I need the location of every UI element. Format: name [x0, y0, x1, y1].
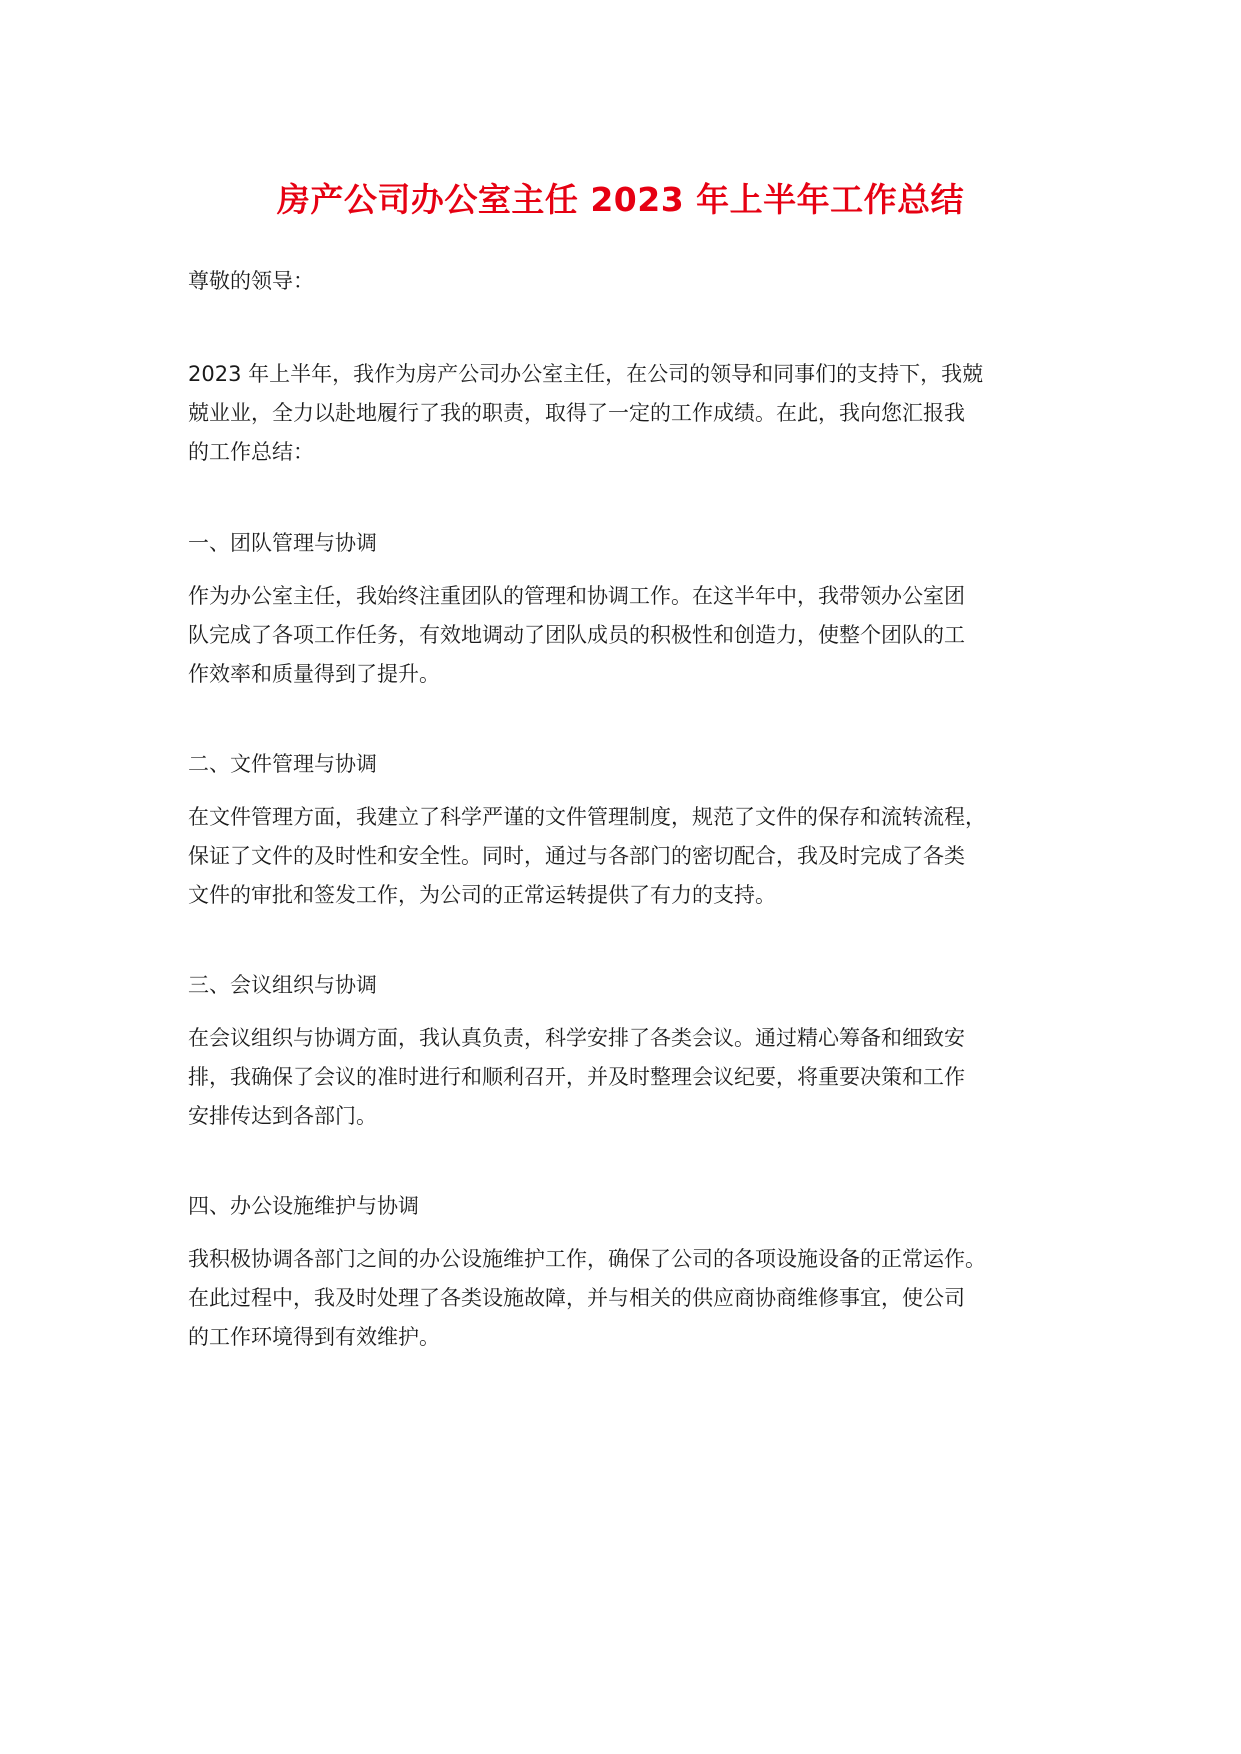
section-heading-text: 三、会议组织与协调 [188, 973, 377, 997]
paragraph-line: 在此过程中，我及时处理了各类设施故障，并与相关的供应商协商维修事宜，使公司 [188, 1286, 965, 1310]
paragraph-line: 作为办公室主任，我始终注重团队的管理和协调工作。在这半年中，我带领办公室团 [188, 584, 965, 608]
section-heading-text: 四、办公设施维护与协调 [188, 1194, 419, 1218]
salutation-text: 尊敬的领导： [188, 269, 314, 293]
paragraph-line: 安排传达到各部门。 [188, 1104, 377, 1128]
paragraph-line: 保证了文件的及时性和安全性。同时，通过与各部门的密切配合，我及时完成了各类 [188, 844, 965, 868]
paragraph-line: 兢业业，全力以赴地履行了我的职责，取得了一定的工作成绩。在此，我向您汇报我 [188, 401, 965, 425]
paragraph-line: 的工作总结： [188, 440, 314, 464]
paragraph-line: 排，我确保了会议的准时进行和顺利召开，并及时整理会议纪要，将重要决策和工作 [188, 1065, 965, 1089]
section-paragraph [188, 798, 1078, 915]
section-heading [188, 1187, 1078, 1226]
section-paragraph [188, 577, 1078, 694]
section-paragraph [188, 1240, 1078, 1357]
paragraph-line: 的工作环境得到有效维护。 [188, 1325, 440, 1349]
salutation [188, 262, 1078, 301]
section-paragraph [188, 1019, 1078, 1136]
section-heading [188, 966, 1078, 1005]
document-title: 房产公司办公室主任 2023 年上半年工作总结 [276, 180, 965, 219]
paragraph-line: 2023 年上半年，我作为房产公司办公室主任，在公司的领导和同事们的支持下，我兢 [188, 362, 984, 386]
section-heading [188, 745, 1078, 784]
section-heading-text: 一、团队管理与协调 [188, 531, 377, 555]
section-heading-text: 二、文件管理与协调 [188, 752, 377, 776]
paragraph-line: 文件的审批和签发工作，为公司的正常运转提供了有力的支持。 [188, 883, 776, 907]
paragraph-line: 在文件管理方面，我建立了科学严谨的文件管理制度，规范了文件的保存和流转流程， [188, 805, 986, 829]
paragraph-line: 在会议组织与协调方面，我认真负责，科学安排了各类会议。通过精心筹备和细致安 [188, 1026, 965, 1050]
intro-paragraph [188, 355, 1078, 472]
paragraph-line: 作效率和质量得到了提升。 [188, 662, 440, 686]
paragraph-line: 我积极协调各部门之间的办公设施维护工作，确保了公司的各项设施设备的正常运作。 [188, 1247, 986, 1271]
paragraph-line: 队完成了各项工作任务，有效地调动了团队成员的积极性和创造力，使整个团队的工 [188, 623, 965, 647]
section-heading [188, 524, 1078, 563]
